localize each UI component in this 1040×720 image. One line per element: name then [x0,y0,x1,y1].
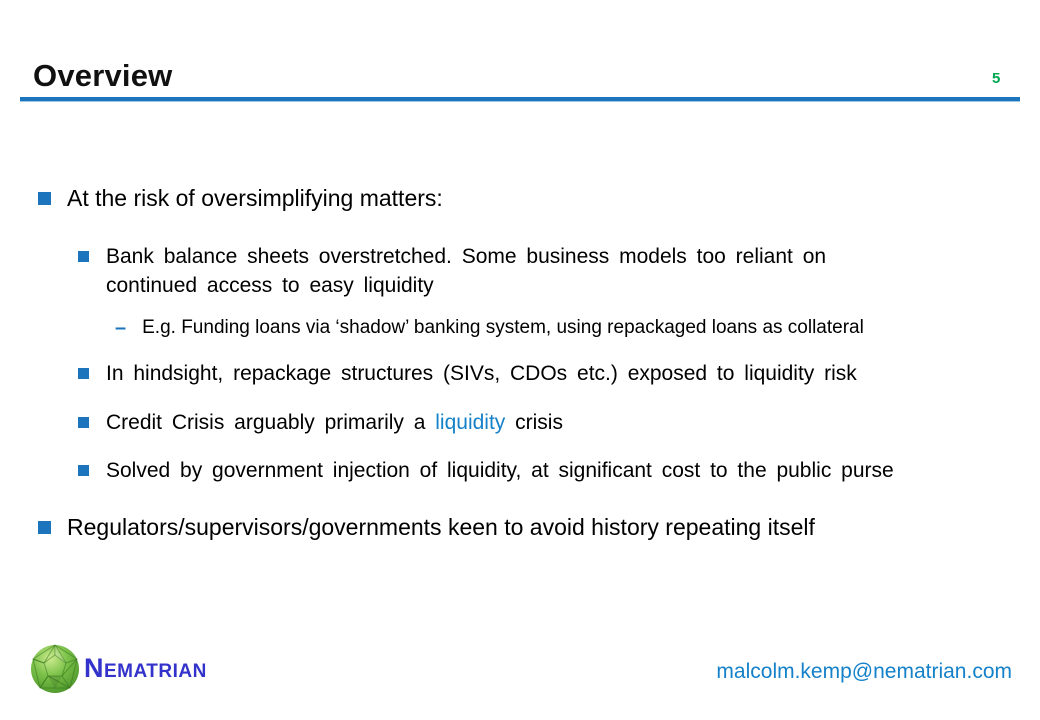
square-bullet-icon [78,465,89,476]
bullet-text: Solved by government injection of liquidity, at significant cost to the public purse [106,459,894,482]
bullet-item-level2-d [78,457,894,486]
square-bullet-icon [78,368,89,379]
page-title: Overview [33,58,173,93]
square-bullet-icon [78,251,89,262]
bullet-item-level2-c [78,409,563,438]
bullet-text: In hindsight, repackage structures (SIVs, CDOs etc.) exposed to liquidity risk [106,362,857,385]
liquidity-link[interactable]: liquidity [435,411,506,434]
nematrian-logo-icon [29,641,81,697]
bullet-item-level1-a [38,184,443,213]
square-bullet-icon [38,192,51,205]
dash-bullet-icon: – [115,317,127,339]
bullet-item-level2-b [78,360,857,389]
bullet-item-level3-a [115,316,864,340]
bullet-text: At the risk of oversimplifying matters: [67,185,443,211]
bullet-text [106,409,563,438]
bullet-text: Bank balance sheets overstretched. Some business models too reliant on continued access to easy liquidity [106,245,827,297]
slide-number: 5 [992,70,1001,87]
square-bullet-icon [78,417,89,428]
title-underline [20,97,1020,102]
bullet-text-post: crisis [505,411,563,434]
square-bullet-icon [38,521,51,534]
nematrian-logo-text: Nematrian [84,653,207,683]
contact-email-link[interactable]: malcolm.kemp@nematrian.com [716,660,1012,683]
bullet-item-level2-a [78,243,908,301]
bullet-text: E.g. Funding loans via ‘shadow’ banking system, using repackaged loans as collateral [142,317,864,338]
bullet-item-level1-b [38,513,815,542]
bullet-text: Regulators/supervisors/governments keen to avoid history repeating itself [67,514,815,540]
bullet-text-pre: Credit Crisis arguably primarily a [106,411,436,434]
